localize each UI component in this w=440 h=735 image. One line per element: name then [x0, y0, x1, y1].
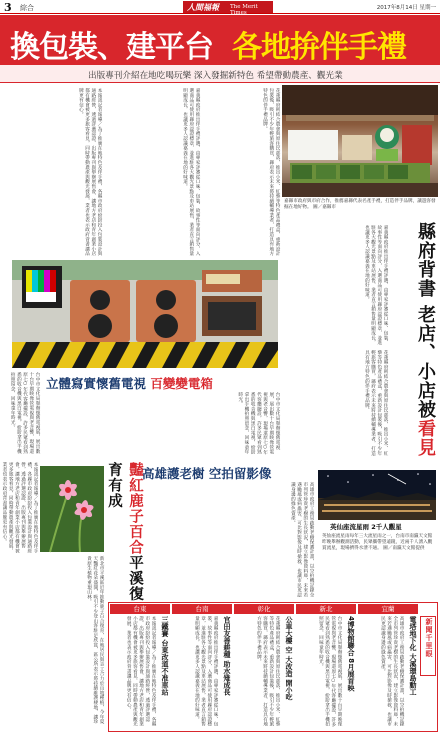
- region-new-taipei: 新北: [296, 604, 356, 614]
- gift-photo-caption: 嘉縣市政府與市府合作，推薦嘉縣代表名產手禮，打造伴手品牌，讓遊客發掘在地好物。 圖／嘉縣市: [284, 199, 436, 210]
- headline-banner: [0, 15, 440, 65]
- page-number: 3: [4, 1, 12, 14]
- strip-title-tainan: 官田友善耕種 助水雉成長: [223, 616, 231, 696]
- county-headline-black: 縣府背書 老店、小店被: [415, 222, 436, 420]
- gift-shop-photo: [282, 85, 438, 197]
- meteor-illustration: [318, 470, 436, 520]
- strip-body-yilan: 高雄市政府工務局啟動老樹保護計畫，以空拍機記錄全市列管珍貴老樹的生長狀況，建立影像資料庫，未來若遇颱風或病蟲害，可比對影像及時搶救，也讓市民更認識身邊的綠色資產。: [380, 616, 404, 727]
- gift-shop-illustration: [282, 85, 438, 197]
- logo-title-cn: 人間福報: [187, 2, 219, 12]
- newspaper-logo: [183, 1, 273, 16]
- strip-title-new-taipei: 4博物館聯合 8月展首映: [347, 616, 355, 692]
- lily-headline: [106, 462, 146, 602]
- logo-title-en: The Merit Times: [230, 3, 258, 16]
- tv-headline-red: 百變變電箱: [150, 376, 213, 391]
- strip-title-yilan: 電塔地下化 大溪環島動工: [409, 616, 417, 696]
- strip-body-changhua: 花蓮縣府則結合農會與原住民部落，推出小米、紅藜等特色產品禮盒，重新設計包裝後，吸引不少年輕旅客購買，縣府表示未來將持續輔導業者，打造具有地方特色的伴手禮品牌。: [256, 616, 280, 727]
- tv-headline-black: 立體寫實懷舊電視: [46, 376, 147, 391]
- lily-illustration: [40, 466, 104, 552]
- county-article-body: 嘉義縣政府推出伴手禮評選，由專家評審從口味、包裝、故事性等面向評分，入選商品可使用縣府認證標章，並進駐各大觀光景點及車站展售，業者直言銷售量明顯成長，也讓更多人認識嘉義在地的好味道。: [364, 225, 388, 345]
- strip-body-taitung: 本報訊記者報導／為了推廣在地特色及伴手禮，各縣市政府紛紛投入包裝設計與通路經營，透過評選認證、出版專刊與舉辦展售會，讓地方老店和青年創業小店都有機會被更多旅客看見，同時帶動農產與觀光發展，業者也表示政府背書讓品牌更有信心。: [126, 616, 156, 727]
- strip-body-tainan: 嘉義縣政府推出伴手禮評選，由專家評審從口味、包裝、故事性等面向評分，入選商品可使用縣府認證標章，並進駐各大觀光景點及車站展售，業者直言銷售量明顯成長，也讓更多人認識嘉義在地的好味道。: [194, 616, 218, 727]
- lily-flower-photo: [40, 466, 104, 552]
- meteor-caption-title: 英仙座流星雨 2千人觀星: [330, 523, 402, 531]
- strip-body-new-taipei: 台中市文化局舉辦懷舊電視展，展出數十台早期映像管電視與老音響，現場還原七○年代客廳擺設，許多民眾看到熟悉的收音機與黑白電視，紛紛拿出手機拍照留念，回味童年時光。: [318, 616, 342, 727]
- meteor-shower-photo: [318, 470, 436, 520]
- lily-headline-red: 豔紅鹿子百合: [127, 462, 143, 555]
- new-thousand-label: 新聞千里眼: [420, 616, 436, 676]
- retro-tv-photo: [12, 260, 278, 368]
- issue-date: 2017年8月14日 星期一: [376, 5, 436, 11]
- strip-title-taitung: 三鐵賽 台東改道不准車站: [161, 616, 169, 696]
- main-headline-left: 換包裝、建平台: [10, 30, 213, 65]
- tree-headline: 高雄護老樹 空拍留影像: [142, 466, 272, 481]
- subheadline: 出版專刊介紹在地吃喝玩樂 深入發掘新特色 希望帶動農產、觀光業: [88, 71, 343, 81]
- region-yilan: 宜蘭: [358, 604, 418, 614]
- article-body-left-top: 本報訊記者報導／為了推廣在地特色及伴手禮，各縣市政府紛紛投入包裝設計與通路經營，透過評選認證、出版專刊與舉辦展售會，讓地方老店和青年創業小店都有機會被更多旅客看見，同時帶動農產與觀光發展，業者也表示政府背書讓品牌更有信心。: [78, 88, 102, 256]
- county-article-body-2: 花蓮縣府則結合農會與原住民部落，推出小米、紅藜等特色產品禮盒，重新設計包裝後，吸引不少年輕旅客購買，縣府表示未來將持續輔導業者，打造具有地方特色的伴手禮品牌。: [364, 350, 388, 456]
- retro-tv-illustration: [12, 260, 278, 368]
- county-headline-red: 看見: [415, 419, 436, 458]
- article-body-left-top-3: 花蓮縣府則結合農會與原住民部落，推出小米、紅藜等特色產品禮盒，重新設計包裝後，吸引不少年輕旅客購買，縣府表示未來將持續輔導業者，打造具有地方特色的伴手禮品牌。: [262, 88, 280, 256]
- region-taitung: 台東: [110, 604, 170, 614]
- lily-article-body: 新北市平溪區近年推動鹿子百合復育，在地居民與志工合力於山坡種植，今年夏天豔紅花朵盛開，吸引不少登山客駐足欣賞，區公所表示將持續維護棲地，讓珍貴原生植物重現山林。: [86, 556, 104, 724]
- left-side-column: 台中市文化局舉辦懷舊電視展，展出數十台早期映像管電視與老音響，現場還原七○年代客廳擺設，許多民眾看到熟悉的收音機與黑白電視，紛紛拿出手機拍照留念，回味童年時光。: [10, 372, 40, 454]
- strip-title-changhua: 公車大樓 空 大改造 開小吃: [285, 616, 293, 701]
- article-body-left-top-2: 嘉義縣政府推出伴手禮評選，由專家評審從口味、包裝、故事性等面向評分，入選商品可使用縣府認證標章，並進駐各大觀光景點及車站展售，業者直言銷售量明顯成長，也讓更多人認識嘉義在地的好味道。: [182, 88, 200, 256]
- subheadline-bar: [0, 65, 440, 83]
- meteor-caption: 英仙座流星雨每年三大流星雨之一，台南市南瀛天文館昨晚舉辦觀測活動，民眾攜帶望遠鏡，近兩千人湧入觀賞流星，現場擠得水泄不通。 圖／南瀛天文館提供: [322, 534, 433, 551]
- county-store-headline: [392, 222, 438, 462]
- main-headline-right: 各地拚伴手禮: [232, 30, 406, 65]
- region-tainan: 台南: [172, 604, 232, 614]
- masthead-bar: [0, 0, 440, 14]
- section-label: 綜合: [20, 4, 34, 12]
- lily-article-body-2: 本報訊記者報導／為了推廣在地特色及伴手禮，各縣市政府紛紛投入包裝設計與通路經營，透過評選認證、出版專刊與舉辦展售會，讓地方老店和青年創業小店都有機會被更多旅客看見，同時帶動農產與觀光發展，業者也表示政府背書讓品牌更有信心。: [1, 462, 38, 554]
- tree-article-body: 高雄市政府工務局啟動老樹保護計畫，以空拍機記錄全市列管珍貴老樹的生長狀況，建立影像資料庫，未來若遇颱風或病蟲害，可比對影像及時搶救，也讓市民更認識身邊的綠色資產。: [290, 482, 314, 598]
- tv-headline: [46, 374, 286, 390]
- tv-article-body: 台中市文化局舉辦懷舊電視展，展出數十台早期映像管電視與老音響，現場還原七○年代客廳擺設，許多民眾看到熟悉的收音機與黑白電視，紛紛拿出手機拍照留念，回味童年時光。: [237, 392, 280, 455]
- lily-headline-black: 平溪復育有成: [106, 462, 143, 602]
- region-changhua: 彰化: [234, 604, 294, 614]
